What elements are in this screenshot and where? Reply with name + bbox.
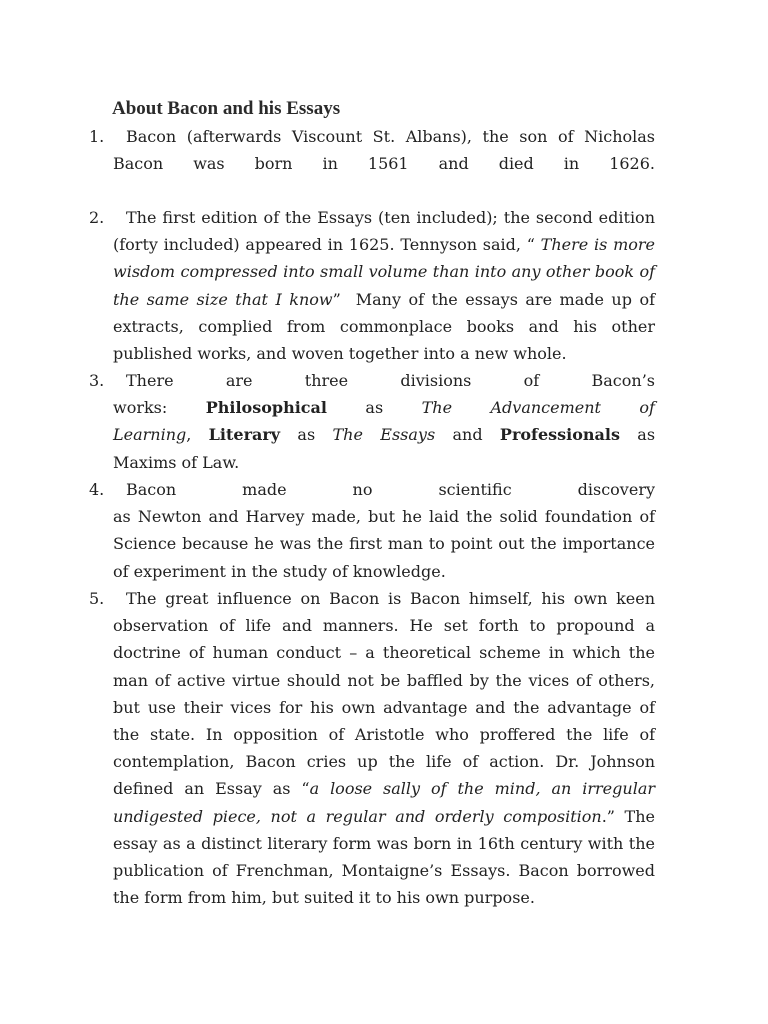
list-item-3	[89, 367, 655, 476]
example-word: Learning	[113, 425, 187, 445]
item-text	[113, 449, 655, 476]
item-2-part-1: The first edition of the Essays (ten included); the second edition (forty included) appeared in 1625. Tennyson said,	[113, 208, 655, 255]
item-number: 5.	[89, 589, 105, 608]
johnson-quote: a loose sally of the mind, an irregular undigested piece, not a regular and orderly composition	[113, 779, 656, 826]
category-literary: Literary	[208, 425, 281, 445]
list-item-4	[89, 476, 655, 585]
tennyson-quote: There is more wisdom compressed into small volume than into any other book of the same size that I know	[113, 235, 655, 309]
as-word: as	[365, 398, 384, 418]
list-item-2	[89, 204, 655, 367]
item-5-part-2: .” The essay as a distinct literary form was born in 16th century with the publication of Frenchman, Montaigne’s Essays. Bacon borrowed the form from him, but suited it to his own purpose.	[113, 806, 656, 908]
item-1-line-2: Bacon was born in 1561 and died in 1626.	[113, 154, 655, 174]
quote-open: “	[526, 235, 541, 255]
comma: ,	[186, 425, 192, 445]
item-2-part-2: Many of the essays are made up of extracts, complied from commonplace books and his other published works, and woven together into a new whole.	[113, 289, 656, 364]
example-word: of	[639, 398, 655, 418]
example-word: Advancement	[490, 398, 601, 418]
item-1-line-1: Bacon (afterwards Viscount St. Albans), the son of Nicholas	[126, 127, 655, 146]
list-item-5	[89, 585, 655, 911]
category-professionals: Professionals	[499, 425, 620, 445]
category-philosophical: Philosophical	[205, 398, 327, 418]
item-text	[113, 367, 655, 394]
item-5-part-1: The great influence on Bacon is Bacon himself, his own keen observation of life and manners. He set forth to propound a doctrine of human conduct – a theoretical scheme in which the man of active virtue should not be baffled by the vices of others, but use their vices for his own advantage and the advantage of the state. In opposition of Aristotle who proffered the life of contemplation, Bacon cries up the life of action. Dr. Johnson defined an Essay as “	[113, 589, 655, 799]
item-text	[113, 421, 655, 448]
quote-close: ”	[332, 289, 341, 309]
item-text	[113, 204, 655, 367]
example-maxims: Maxims of Law.	[113, 452, 240, 472]
example-word: Essays	[380, 425, 436, 445]
list-item-1	[89, 123, 655, 177]
document-title: About Bacon and his Essays	[112, 98, 341, 119]
item-number: 1.	[89, 127, 105, 146]
item-number: 4.	[89, 480, 105, 499]
item-3-lead: There are three divisions of Bacon’s	[126, 371, 655, 390]
item-number: 3.	[89, 371, 105, 390]
item-number: 2.	[89, 208, 105, 227]
item-text	[113, 476, 655, 503]
as-word: as	[297, 425, 316, 445]
as-word: as	[637, 425, 656, 445]
item-text	[113, 394, 655, 421]
item-text	[113, 503, 655, 585]
works-label: works:	[113, 398, 168, 418]
item-4-rest: as Newton and Harvey made, but he laid the solid foundation of Science because he was the first man to point out the importance of experiment in the study of knowledge.	[113, 507, 655, 581]
item-text	[113, 585, 655, 911]
example-word: The	[332, 425, 363, 445]
item-text	[113, 150, 655, 177]
item-4-line-1: Bacon made no scientific discovery	[126, 480, 655, 499]
example-word: The	[421, 398, 453, 418]
item-text	[113, 123, 655, 150]
and-word: and	[452, 425, 483, 445]
